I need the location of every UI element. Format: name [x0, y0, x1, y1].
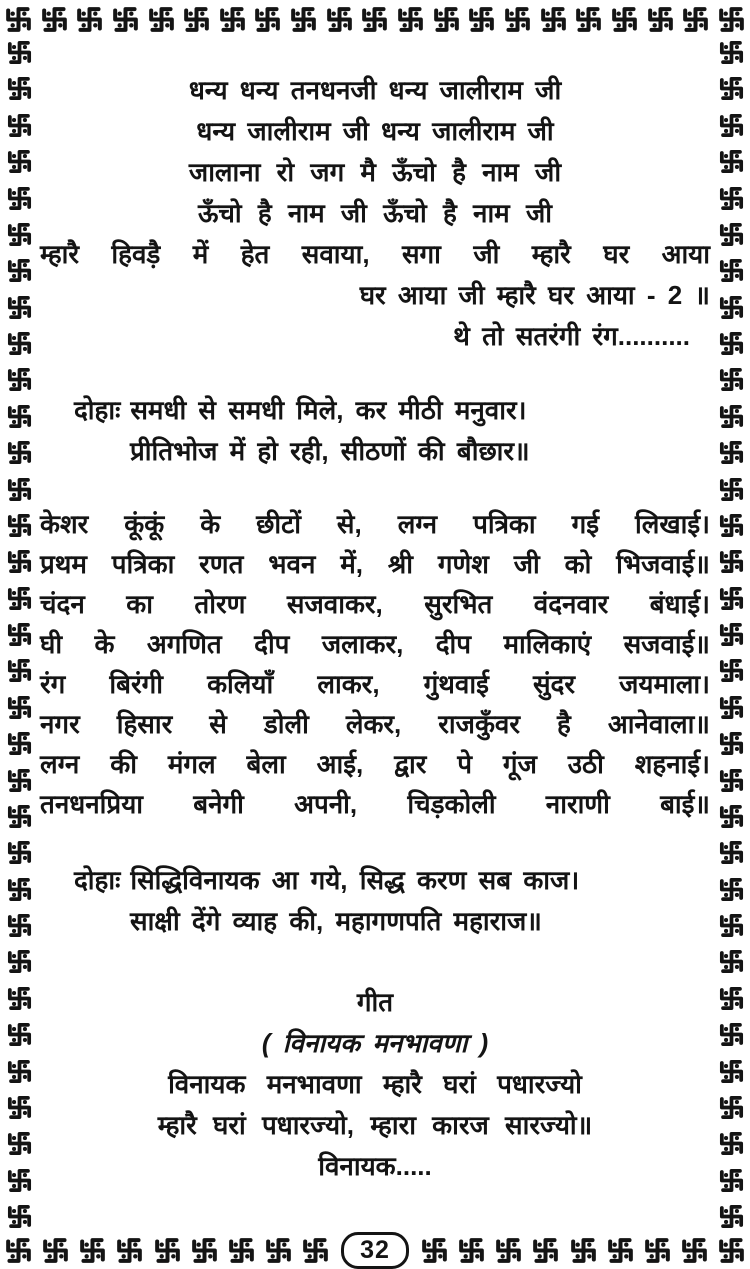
swastika-icon — [5, 875, 34, 904]
swastika-icon — [5, 184, 34, 213]
swastika-icon — [5, 38, 34, 67]
swastika-icon — [226, 1235, 257, 1266]
swastika-icon — [530, 1235, 561, 1266]
geet-heading: गीत — [356, 987, 394, 1017]
swastika-icon — [538, 4, 569, 35]
swastika-icon — [568, 1235, 599, 1266]
swastika-icon — [609, 4, 640, 35]
swastika-icon — [5, 329, 34, 358]
verse-line: चंदन का तोरण सजवाकर, सुरभित वंदनवार बंधाई। — [40, 589, 710, 619]
swastika-icon — [5, 838, 34, 867]
swastika-icon — [679, 1235, 710, 1266]
swastika-icon — [717, 1166, 746, 1195]
border-top — [0, 0, 750, 38]
swastika-icon — [717, 329, 746, 358]
page-number: 32 — [360, 1235, 390, 1264]
song-line: धन्य धन्य तनधनजी धन्य जालीराम जी — [188, 75, 562, 105]
verse-line: तनधनप्रिया बनेगी अपनी, चिड़कोली नाराणी बाई॥ — [40, 789, 710, 819]
swastika-icon — [717, 256, 746, 285]
swastika-icon — [5, 74, 34, 103]
geet-line: विनायक..... — [318, 1151, 432, 1181]
border-right — [712, 38, 750, 1231]
swastika-icon — [5, 111, 34, 140]
verse-line: लग्न की मंगल बेला आई, द्वार पे गूंज उठी शहनाई। — [40, 749, 710, 779]
swastika-icon — [717, 438, 746, 467]
geet-line: म्हारै घरां पधारज्यो, म्हारा कारज सारज्यो॥ — [157, 1110, 593, 1140]
song-line: म्हारै हिवड़ै में हेत सवाया, सगा जी म्हारै घर आया — [40, 239, 710, 269]
swastika-icon — [717, 293, 746, 322]
swastika-icon — [431, 4, 462, 35]
swastika-icon — [74, 4, 105, 35]
song-line: जालाना रो जग मै ऊँचो है नाम जी — [188, 157, 562, 187]
verse-block — [40, 504, 710, 824]
swastika-icon — [717, 147, 746, 176]
swastika-icon — [300, 1235, 331, 1266]
doha-text: सिद्धिविनायक आ गये, सिद्ध करण सब काज। — [130, 865, 580, 895]
swastika-icon — [5, 1057, 34, 1086]
swastika-icon — [359, 4, 390, 35]
song-line: घर आया जी म्हारै घर आया - 2 ॥ — [359, 280, 710, 310]
swastika-icon — [717, 74, 746, 103]
doha-text: समधी से समधी मिले, कर मीठी मनुवार। — [130, 395, 527, 425]
swastika-icon — [5, 365, 34, 394]
swastika-icon — [5, 656, 34, 685]
swastika-icon — [5, 584, 34, 613]
swastika-icon — [152, 1235, 183, 1266]
swastika-icon — [5, 1166, 34, 1195]
swastika-icon — [502, 4, 533, 35]
song-line: ऊँचो है नाम जी ऊँचो है नाम जी — [198, 198, 552, 228]
swastika-icon — [5, 256, 34, 285]
swastika-icon — [717, 1057, 746, 1086]
swastika-icon — [288, 4, 319, 35]
swastika-icon — [5, 1129, 34, 1158]
doha-line — [74, 860, 710, 901]
swastika-icon — [717, 111, 746, 140]
swastika-icon — [5, 293, 34, 322]
verse-line: नगर हिसार से डोली लेकर, राजकुँवर है आनेवाला॥ — [40, 709, 710, 739]
swastika-icon — [642, 1235, 673, 1266]
swastika-icon — [717, 620, 746, 649]
swastika-icon — [573, 4, 604, 35]
swastika-icon — [5, 620, 34, 649]
swastika-icon — [252, 4, 283, 35]
swastika-icon — [5, 402, 34, 431]
swastika-icon — [5, 547, 34, 576]
swastika-icon — [717, 1093, 746, 1122]
swastika-icon — [5, 220, 34, 249]
swastika-icon — [5, 511, 34, 540]
swastika-icon — [5, 766, 34, 795]
swastika-icon — [717, 766, 746, 795]
swastika-icon — [717, 1129, 746, 1158]
swastika-icon — [5, 984, 34, 1013]
verse-line: प्रथम पत्रिका रणत भवन में, श्री गणेश जी को भिजवाई॥ — [40, 549, 710, 579]
doha-line: प्रीतिभोज में हो रही, सीठणों की बौछार॥ — [130, 436, 530, 466]
swastika-icon — [717, 693, 746, 722]
swastika-icon — [217, 4, 248, 35]
doha-label: दोहाः — [74, 395, 121, 425]
swastika-icon — [5, 947, 34, 976]
swastika-icon — [5, 1020, 34, 1049]
swastika-icon — [5, 693, 34, 722]
swastika-icon — [717, 729, 746, 758]
swastika-icon — [717, 584, 746, 613]
swastika-icon — [456, 1235, 487, 1266]
verse-line: घी के अगणित दीप जलाकर, दीप मालिकाएं सजवाई॥ — [40, 629, 710, 659]
swastika-icon — [717, 838, 746, 867]
border-bottom-left-group — [3, 1235, 331, 1266]
swastika-icon — [395, 4, 426, 35]
swastika-icon — [263, 1235, 294, 1266]
swastika-icon — [717, 365, 746, 394]
swastika-icon — [717, 475, 746, 504]
swastika-icon — [5, 911, 34, 940]
swastika-icon — [5, 1093, 34, 1122]
geet-section — [40, 982, 710, 1187]
song-line: थे तो सतरंगी रंग.......... — [453, 321, 690, 351]
song-refrain — [40, 70, 710, 357]
swastika-icon — [717, 947, 746, 976]
swastika-icon — [5, 475, 34, 504]
doha-1 — [40, 390, 710, 472]
swastika-icon — [717, 911, 746, 940]
swastika-icon — [716, 4, 747, 35]
swastika-icon — [717, 402, 746, 431]
swastika-icon — [717, 984, 746, 1013]
swastika-icon — [146, 4, 177, 35]
verse-line: रंग बिरंगी कलियाँ लाकर, गुंथवाई सुंदर जयमाला। — [40, 669, 710, 699]
page-number-badge — [341, 1232, 409, 1269]
geet-subtitle: ( विनायक मनभावणा ) — [261, 1028, 489, 1058]
verse-line: केशर कूंकूं के छीटों से, लग्न पत्रिका गई लिखाई। — [40, 509, 710, 539]
swastika-icon — [5, 802, 34, 831]
doha-line: साक्षी देंगे व्याह की, महागणपति महाराज॥ — [130, 906, 542, 936]
doha-line — [74, 390, 710, 431]
swastika-icon — [40, 1235, 71, 1266]
swastika-icon — [5, 147, 34, 176]
border-bottom — [0, 1231, 750, 1269]
swastika-icon — [605, 1235, 636, 1266]
swastika-icon — [466, 4, 497, 35]
page-content — [40, 38, 710, 1231]
border-bottom-right-group — [419, 1235, 747, 1266]
swastika-icon — [5, 729, 34, 758]
swastika-icon — [717, 38, 746, 67]
swastika-icon — [493, 1235, 524, 1266]
swastika-icon — [39, 4, 70, 35]
swastika-icon — [77, 1235, 108, 1266]
swastika-icon — [717, 547, 746, 576]
swastika-icon — [717, 1020, 746, 1049]
swastika-icon — [680, 4, 711, 35]
swastika-icon — [3, 1235, 34, 1266]
swastika-icon — [717, 511, 746, 540]
swastika-icon — [717, 220, 746, 249]
swastika-icon — [324, 4, 355, 35]
swastika-icon — [5, 438, 34, 467]
swastika-icon — [189, 1235, 220, 1266]
swastika-icon — [717, 656, 746, 685]
border-left — [0, 38, 38, 1231]
swastika-icon — [419, 1235, 450, 1266]
swastika-icon — [5, 1202, 34, 1231]
doha-2 — [40, 860, 710, 942]
swastika-icon — [110, 4, 141, 35]
swastika-icon — [717, 184, 746, 213]
swastika-icon — [717, 1202, 746, 1231]
swastika-icon — [717, 875, 746, 904]
swastika-icon — [716, 1235, 747, 1266]
geet-line: विनायक मनभावणा म्हारै घरां पधारज्यो — [168, 1069, 582, 1099]
song-line: धन्य जालीराम जी धन्य जालीराम जी — [196, 116, 554, 146]
swastika-icon — [3, 4, 34, 35]
swastika-icon — [717, 802, 746, 831]
doha-label: दोहाः — [74, 865, 121, 895]
swastika-icon — [114, 1235, 145, 1266]
swastika-icon — [645, 4, 676, 35]
swastika-icon — [181, 4, 212, 35]
